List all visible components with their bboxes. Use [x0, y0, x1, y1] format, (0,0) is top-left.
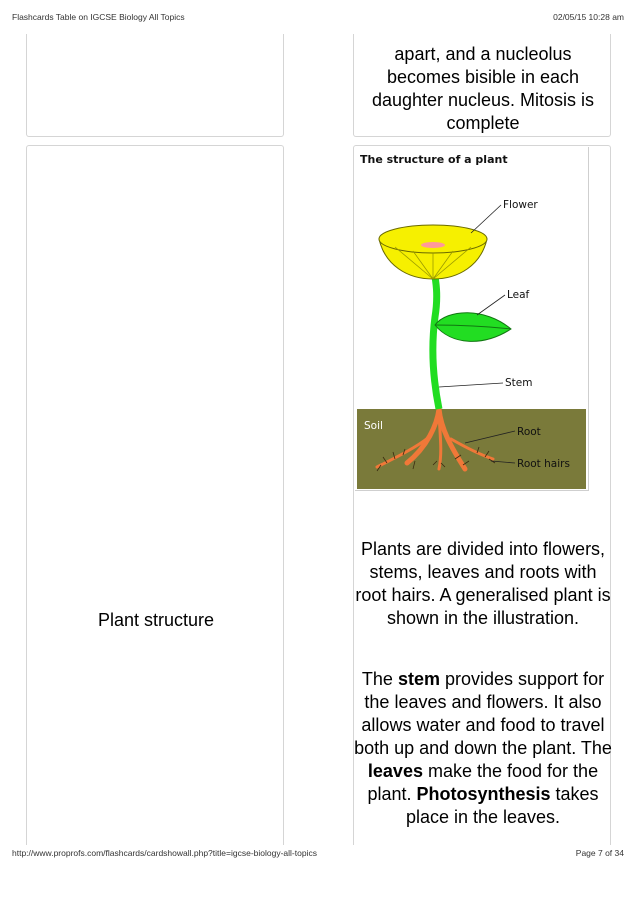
para2-text-3: make the food for the plant.	[367, 761, 599, 804]
card-back-2-para1: Plants are divided into flowers, stems, leaves and roots with root hairs. A generalised plant is shown in the illustration.	[355, 539, 611, 628]
para2-bold-stem: stem	[397, 669, 440, 689]
para2-text-1: The	[361, 669, 398, 689]
label-leaf: Leaf	[507, 289, 530, 301]
para2-text-4: takes place in the leaves.	[405, 784, 599, 827]
card-back-2	[353, 145, 611, 845]
stem	[433, 265, 439, 409]
label-flower: Flower	[503, 199, 538, 211]
flower-centre	[421, 242, 445, 248]
flower-rim	[379, 225, 487, 253]
para2-bold-photosynthesis: Photosynthesis	[416, 784, 551, 804]
card-front-2	[26, 145, 284, 845]
leaf	[435, 313, 511, 342]
label-stem: Stem	[505, 377, 533, 389]
para2-text-2: provides support for the leaves and flowers. It also allows water and food to travel both up and down the plant. The	[354, 669, 612, 758]
card-back-2-para2	[352, 668, 614, 829]
soil-label: Soil	[364, 420, 383, 432]
card-front-1	[26, 34, 284, 137]
footer-url[interactable]: http://www.proprofs.com/flashcards/cardshowall.php?title=igcse-biology-all-topics	[12, 848, 317, 858]
label-root: Root	[517, 426, 541, 438]
label-root-hairs: Root hairs	[517, 458, 570, 470]
plant-diagram	[355, 147, 589, 491]
diagram-title: The structure of a plant	[360, 153, 508, 166]
card-back-1-text: apart, and a nucleolus becomes bisible in each daughter nucleus. Mitosis is complete	[371, 44, 595, 133]
document-title: Flashcards Table on IGCSE Biology All Topics	[12, 12, 185, 22]
card-front-2-text: Plant structure	[97, 610, 215, 630]
card-back-1	[353, 34, 611, 137]
footer-page-number: Page 7 of 34	[575, 848, 624, 858]
print-datetime: 02/05/15 10:28 am	[553, 12, 624, 22]
plant-diagram-svg	[355, 147, 588, 490]
para2-bold-leaves: leaves	[367, 761, 423, 781]
